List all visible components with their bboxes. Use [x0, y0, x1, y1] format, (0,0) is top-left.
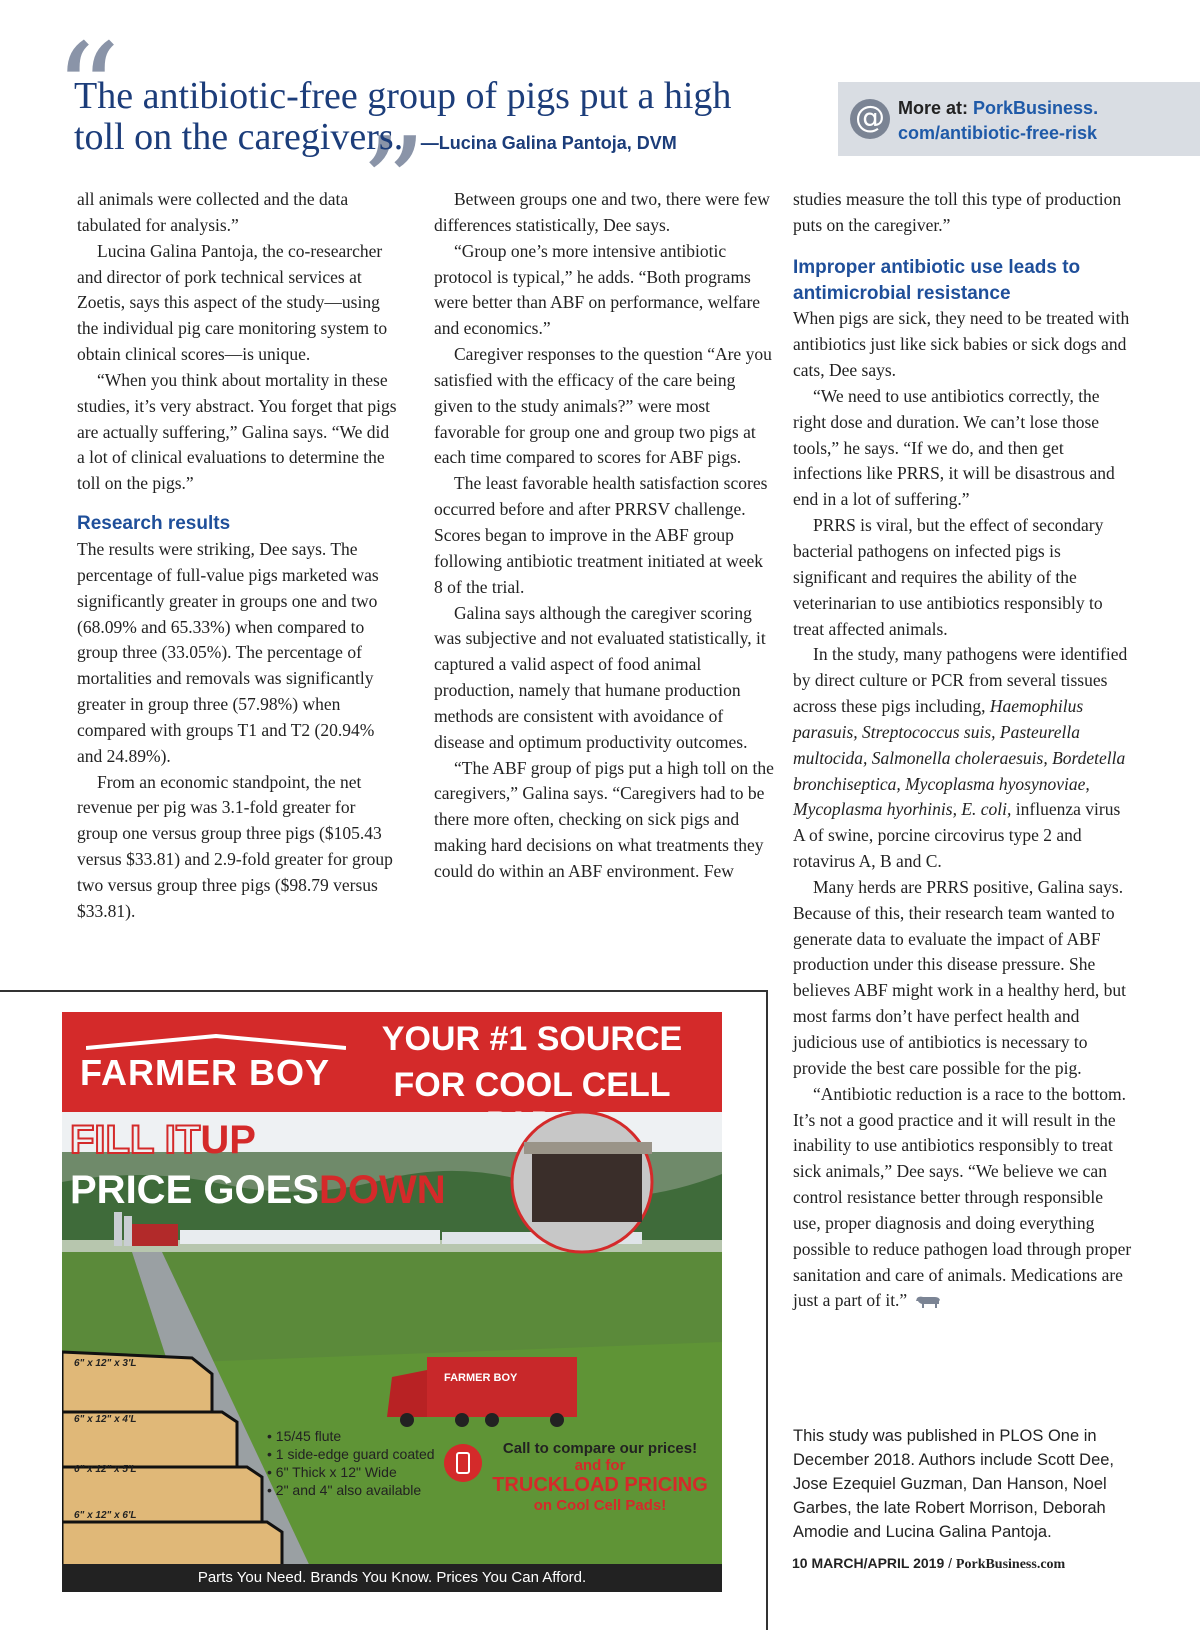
folio-separator: /: [944, 1555, 956, 1571]
pull-quote-attribution: —Lucina Galina Pantoja, DVM: [420, 133, 677, 153]
paragraph-text: In the study, many pathogens were identified by direct culture or PCR from several tissues across these pigs including,: [793, 644, 1128, 717]
paragraph: “We need to use antibiotics correctly, the right dose and duration. We can’t lose those tools,” he says. “If we do, and then get infections like PRRS, it will be disastrous and end in a lot of suffering.”: [793, 385, 1115, 510]
more-at-box: [838, 82, 1200, 156]
page-folio: [792, 1555, 1065, 1573]
pull-quote-body: The antibiotic-free group of pigs put a high toll on the caregivers.: [74, 75, 732, 158]
ad-call-to-action[interactable]: [480, 1440, 720, 1514]
paragraph: The least favorable health satisfaction scores occurred before and after PRRSV challenge. Scores began to improve in the ABF group following antibiotic treatment initiated at week 8 of the trial.: [434, 473, 768, 597]
study-note: This study was published in PLOS One in December 2018. Authors include Scott Dee, Jose Ezequiel Guzman, Dan Hanson, Noel Garbes, the late Robert Morrison, Deborah Amodie and Lucina Galina Pantoja.: [793, 1427, 1115, 1541]
page-number: 10: [792, 1555, 808, 1571]
ad-price-goes-down: [70, 1168, 446, 1213]
ad-bullet-list: [267, 1427, 435, 1499]
cta-line-1: Call to compare our prices!: [502, 1440, 698, 1457]
ad-fill-it-up: [70, 1118, 256, 1163]
article-column-2: [434, 187, 774, 885]
paragraph-text: “Antibiotic reduction is a race to the bottom. It’s not a good practice and it will result in the inability to use antibiotics responsibly to treat sick animals,” Dee says. “We believe we can control resistance better through responsible use, proper diagnosis and doing everything possible to reduce pathogen load through proper sanitation and care of animals. Medications are just a part of it.”: [793, 1083, 1132, 1311]
paragraph: [793, 1082, 1133, 1315]
ad-bullet: • 15/45 flute: [267, 1428, 342, 1444]
pad-size-label: 6" x 12" x 3'L: [74, 1358, 137, 1369]
paragraph: PRRS is viral, but the effect of secondary bacterial pathogens on infected pigs is significant and requires the ability of the veterinarian to use antibiotics responsibly to treat affected animals.: [793, 515, 1104, 639]
phone-icon: [444, 1444, 482, 1482]
truck-brand-label: FARMER BOY: [444, 1372, 518, 1384]
paragraph: [793, 642, 1133, 875]
paragraph: The results were striking, Dee says. The percentage of full-value pigs marketed was significantly greater in groups one and two (68.09% and 65.33%) when compared to group three (33.05%). The percentage of mortalities and removals was significantly greater in group three (57.98%) when compared with groups T1 and T2 (20.94% and 24.89%).: [77, 538, 379, 766]
cta-line-2: and for: [574, 1457, 626, 1474]
more-at-text: [898, 96, 1098, 146]
farmer-boy-ad[interactable]: [62, 1012, 722, 1592]
pad-size-label: 6" x 12" x 6'L: [74, 1510, 137, 1521]
paragraph: studies measure the toll this type of production puts on the caregiver.”: [793, 189, 1122, 235]
section-heading-research-results: Research results: [77, 513, 231, 535]
paragraph: Galina says although the caregiver scoring was subjective and not evaluated statistically, it captured a valid aspect of food animal production, namely that humane production methods are consistent with avoidance of disease and optimum productivity outcomes.: [434, 602, 766, 752]
down-text: DOWN: [318, 1168, 446, 1212]
paragraph: Many herds are PRRS positive, Galina says. Because of this, their research team wanted to generate data to evaluate the impact of ABF production under this disease pressure. She believes ABF might work in a healthy herd, but most farms don’t have perfect health and judicious use of antibiotics is necessary to provide the best care possible for the pig.: [793, 876, 1126, 1078]
paragraph: all animals were collected and the data tabulated for analysis.”: [77, 189, 349, 235]
ad-brand-logo: FARMER BOY: [80, 1052, 331, 1093]
paragraph: From an economic standpoint, the net revenue per pig was 3.1-fold greater for group one versus group three pigs ($105.43 versus $33.81) and 2.9-fold greater for group two versus group three pigs ($98.79 versus $33.81).: [77, 771, 393, 921]
pad-size-label: 6" x 12" x 4'L: [74, 1414, 137, 1425]
paragraph: When pigs are sick, they need to be treated with antibiotics just like sick babies or sick dogs and cats, Dee says.: [793, 308, 1130, 381]
barn-roof-icon: [86, 1034, 346, 1050]
up-text: UP: [200, 1118, 256, 1162]
close-quote-mark: ”: [360, 109, 427, 261]
ad-footer-tagline: Parts You Need. Brands You Know. Prices You Can Afford.: [62, 1564, 722, 1592]
fill-it-text: FILL IT: [70, 1118, 201, 1162]
more-at-link-1[interactable]: PorkBusiness.: [973, 98, 1099, 118]
article-column-1: [77, 187, 397, 925]
ad-bullet: • 6" Thick x 12" Wide: [267, 1464, 397, 1480]
paragraph-text: influenza virus A of swine, porcine circovirus type 2 and rotavirus A, B and C.: [793, 799, 1121, 872]
paragraph: “The ABF group of pigs put a high toll on the caregivers,” Galina says. “Caregivers had to be there more often, checking on sick pigs and making hard decisions on what treatments they could do within an ABF environment. Few: [434, 757, 774, 881]
cta-line-3: TRUCKLOAD PRICING: [492, 1474, 708, 1496]
ad-header: [62, 1012, 722, 1112]
pig-end-mark-icon: [915, 1295, 941, 1309]
issue-date: MARCH/APRIL 2019: [811, 1555, 945, 1571]
ad-headline-2: FOR COOL CELL: [393, 1066, 671, 1104]
pad-size-label: 6" x 12" x 5'L: [74, 1464, 137, 1475]
paragraph: Lucina Galina Pantoja, the co-researcher and director of pork technical services at Zoetis, says this aspect of the study—using the individual pig care monitoring system to obtain clinical scores—is unique.: [77, 240, 388, 365]
site-name: PorkBusiness.com: [955, 1557, 1066, 1572]
ad-bullet: • 2" and 4" also available: [267, 1482, 422, 1498]
pull-quote-text: [74, 76, 774, 164]
price-goes-text: PRICE GOES: [70, 1168, 319, 1212]
ad-bullet: • 1 side-edge guard coated: [267, 1446, 435, 1462]
open-quote-mark: “: [54, 15, 121, 167]
pathogen-list: Haemophilus parasuis, Streptococcus suis, Pasteurella multocida, Salmonella choleraesuis, Bordetella bronchiseptica, Mycoplasma hyosynoviae, Mycoplasma hyorhinis, E. coli,: [793, 696, 1126, 820]
ad-headline-1: YOUR #1 SOURCE: [381, 1020, 683, 1058]
more-at-label: More at:: [898, 98, 974, 118]
paragraph: Caregiver responses to the question “Are you satisfied with the efficacy of the care being given to the study animals?” were most favorable for group one and group two pigs at each time compared to scores for ABF pigs.: [434, 344, 772, 468]
more-at-link-2[interactable]: com/antibiotic-free-risk: [898, 123, 1098, 143]
paragraph: Between groups one and two, there were few differences statistically, Dee says.: [434, 189, 770, 235]
article-column-3: [793, 187, 1133, 1314]
cta-line-4: on Cool Cell Pads!: [533, 1497, 667, 1514]
paragraph: “Group one’s more intensive antibiotic protocol is typical,” he adds. “Both programs were better than ABF on performance, welfare and economics.”: [434, 240, 761, 339]
paragraph: “When you think about mortality in these studies, it’s very abstract. You forget that pigs are actually suffering,” Galina says. “We did a lot of clinical evaluations to determine the toll on the pigs.”: [77, 369, 397, 494]
at-icon: @: [850, 99, 890, 139]
section-heading-antibiotic-use: Improper antibiotic use leads to antimicrobial resistance: [793, 256, 1081, 304]
